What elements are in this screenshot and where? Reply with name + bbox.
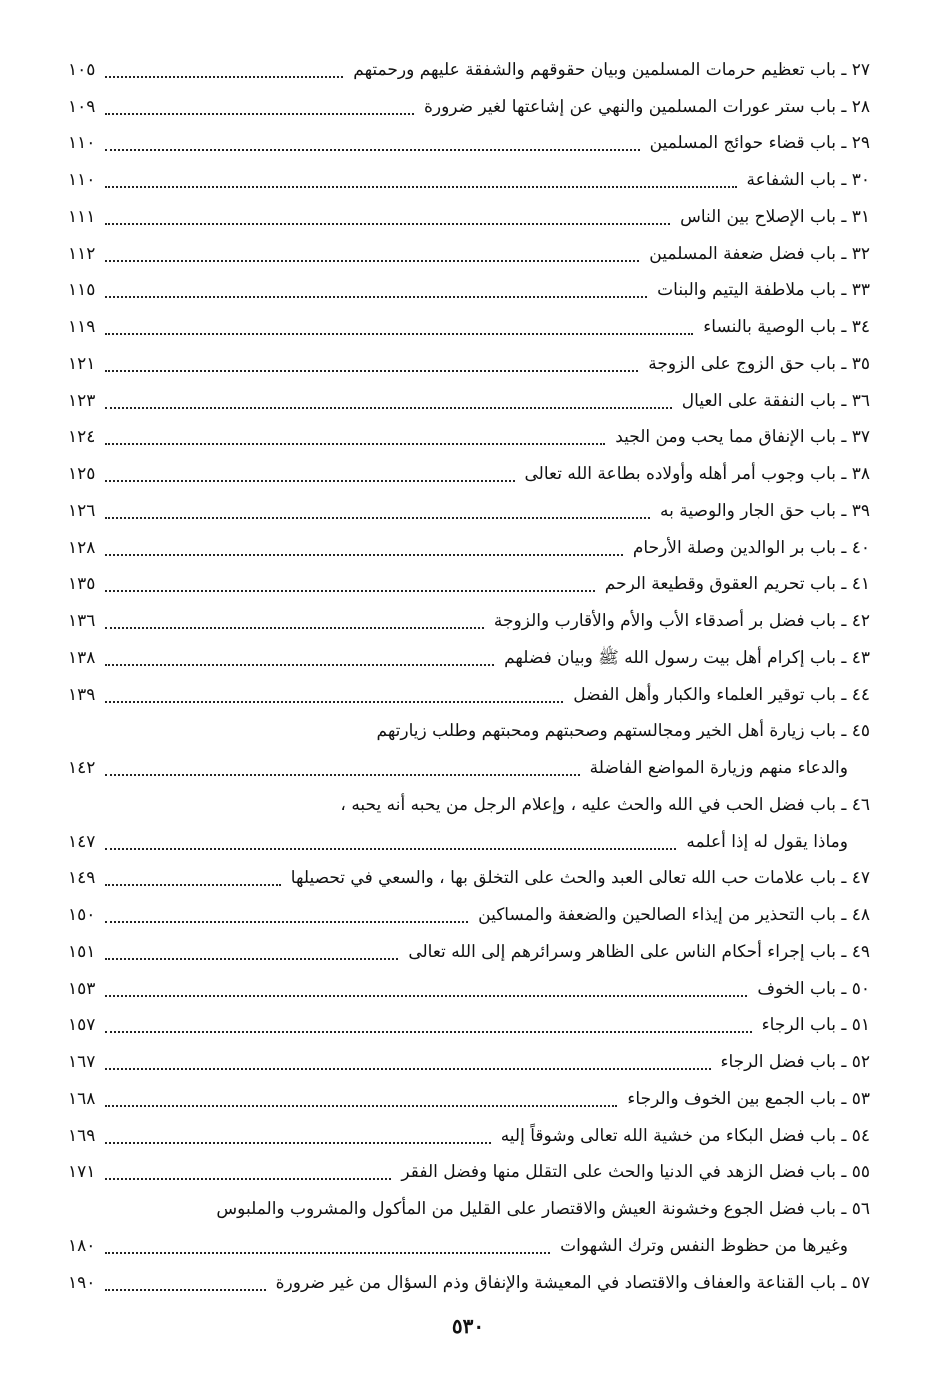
toc-entry-page: ١١٠ (68, 170, 96, 191)
toc-entry (62, 1008, 870, 1045)
toc-entry (62, 383, 870, 420)
toc-entry-text: ـ باب توقير العلماء والكبار وأهل الفضل (573, 684, 847, 705)
toc-entry-text: ـ باب علامات حب الله تعالى العبد والحث على التخلق بها ، والسعي في تحصيلها (290, 868, 847, 889)
toc-entry-number: ٣١ (851, 206, 870, 227)
toc-entry-title (495, 1125, 870, 1146)
toc-entry-text: ـ باب الخوف (757, 978, 847, 999)
toc-entry (62, 567, 870, 604)
dot-leader (105, 627, 484, 629)
toc-entry-title (334, 794, 870, 815)
toc-entry (62, 236, 870, 273)
toc-entry (62, 1155, 870, 1192)
toc-entry-page: ١٢٦ (68, 500, 96, 521)
toc-entry-title (498, 647, 870, 668)
toc-entry-page: ١٥٣ (68, 978, 96, 999)
dot-leader (105, 407, 671, 409)
toc-entry-title (395, 1164, 870, 1181)
toc-entry (62, 787, 870, 824)
toc-entry-title (715, 1054, 871, 1071)
toc-entry-page: ١٣٥ (68, 574, 96, 595)
dot-leader (105, 701, 563, 703)
toc-entry-number: ٤٣ (851, 647, 870, 668)
toc-entry (62, 1081, 870, 1118)
toc-entry (62, 714, 870, 751)
toc-entry-title (402, 941, 870, 962)
toc-entry (62, 1228, 870, 1265)
dot-leader (105, 223, 670, 225)
toc-entry-number: ٤٥ (851, 721, 870, 742)
toc-entry (62, 971, 870, 1008)
toc-entry (62, 89, 870, 126)
toc-entry (62, 309, 870, 346)
toc-entry (62, 677, 870, 714)
toc-entry-number: ٤٢ (851, 611, 870, 632)
toc-entry-page: ١١٢ (68, 243, 96, 264)
dot-leader (105, 1068, 710, 1070)
toc-entry-page: ١٢١ (68, 353, 96, 374)
toc-entry-title (674, 206, 870, 227)
toc-entry-number: ٣٩ (851, 500, 870, 521)
toc-entry-number: ٢٨ (851, 96, 870, 117)
toc-entry-title (651, 282, 870, 299)
toc-entry-text: وغيرها من حظوظ النفس وترك الشهوات (560, 1235, 848, 1256)
toc-entry-text: ـ باب إجراء أحكام الناس على الظاهر وسرائرهم إلى الله تعالى (408, 941, 847, 962)
toc-entry-page: ١٣٩ (68, 684, 96, 705)
toc-entry-page: ١٠٩ (68, 96, 96, 117)
toc-entry-text: ـ باب زيارة أهل الخير ومجالستهم وصحبتهم ومحبتهم وطلب زيارتهم (376, 721, 847, 742)
toc-entry (62, 1191, 870, 1228)
dot-leader (105, 848, 676, 850)
toc-entry-title (371, 723, 870, 740)
toc-entry (62, 1118, 870, 1155)
toc-entry-title (599, 576, 870, 593)
toc-entry-page: ١٥١ (68, 941, 96, 962)
dot-leader (105, 774, 579, 776)
toc-entry-text: ـ باب حق الجار والوصية به (660, 500, 847, 521)
toc-entry-title (472, 907, 870, 924)
toc-entry-page: ١٢٣ (68, 390, 96, 411)
toc-entry-number: ٣٤ (851, 317, 870, 338)
toc-entry-title (488, 613, 870, 630)
toc-entry-title (567, 684, 870, 705)
toc-entry-page: ١٤٩ (68, 868, 96, 889)
toc-entry-text: ـ باب فضل الجوع وخشونة العيش والاقتصار على القليل من المأكول والمشروب والملبوس (216, 1199, 847, 1220)
toc-entry-number: ٥٤ (851, 1125, 870, 1146)
toc-entry (62, 493, 870, 530)
dot-leader (105, 1252, 550, 1254)
toc-entry-number: ٤١ (851, 574, 870, 595)
toc-entry-number: ٢٧ (851, 59, 870, 80)
toc-entry (62, 640, 870, 677)
toc-entry-text: ـ باب فضل الزهد في الدنيا والحث على التقلل منها وفضل الفقر (401, 1162, 847, 1183)
toc-entry-text: ـ باب الإنفاق مما يحب ومن الجيد (615, 427, 847, 448)
toc-entry-title (643, 243, 870, 264)
toc-entry-text: ـ باب حق الزوج على الزوجة (648, 353, 847, 374)
toc-entry-title (627, 537, 870, 558)
toc-entry-text: والدعاء منهم وزيارة المواضع الفاضلة (589, 758, 848, 779)
toc-entry-number: ٥٢ (851, 1052, 870, 1073)
toc-entry-title (285, 870, 870, 887)
dot-leader (105, 113, 414, 115)
toc-entry-number: ٤٨ (851, 905, 870, 926)
toc-entry (62, 603, 870, 640)
toc-entry-number: ٤٧ (851, 868, 870, 889)
toc-entry (62, 52, 870, 89)
dot-leader (105, 921, 468, 923)
toc-entry-page: ١٩٠ (68, 1272, 96, 1293)
toc-entry-number: ٣٠ (851, 170, 870, 191)
toc-entry-number: ٣٢ (851, 243, 870, 264)
toc-entry (62, 199, 870, 236)
toc-entry-text: ـ باب الإصلاح بين الناس (680, 206, 847, 227)
toc-entry-number: ٥٧ (851, 1272, 870, 1293)
toc-entry-title (519, 466, 870, 483)
toc-entry-title (347, 59, 870, 80)
toc-entry-page: ١١٠ (68, 133, 96, 154)
toc-entry-number: ٥١ (851, 1015, 870, 1036)
toc-entry-text: ـ باب الجمع بين الخوف والرجاء (627, 1088, 847, 1109)
toc-entry-text: ـ باب بر الوالدين وصلة الأرحام (632, 537, 847, 558)
dot-leader (105, 76, 343, 78)
toc-entry-text: ـ باب وجوب أمر أهله وأولاده بطاعة الله تعالى (524, 464, 847, 485)
dot-leader (105, 370, 638, 372)
toc-entry-title (676, 390, 870, 411)
toc-entry-page: ١٦٩ (68, 1125, 96, 1146)
toc-entry-title (751, 978, 870, 999)
toc-entry-title (642, 353, 870, 374)
dot-leader (105, 296, 647, 298)
toc-entry-number: ٢٩ (851, 133, 870, 154)
toc-entry-number: ٣٨ (851, 464, 870, 485)
dot-leader (105, 554, 622, 556)
toc-entry-number: ٥٦ (851, 1199, 870, 1220)
toc-entry-title (654, 500, 870, 521)
dot-leader (105, 590, 594, 592)
toc-entry-page: ١١١ (68, 206, 96, 227)
toc-entry-number: ٤٤ (851, 684, 870, 705)
toc-entry-page: ١٠٥ (68, 59, 96, 80)
toc-entry-number: ٣٦ (851, 390, 870, 411)
toc-entry-number: ٣٥ (851, 353, 870, 374)
toc-entry-title (697, 319, 870, 336)
dot-leader (105, 1031, 751, 1033)
toc-entry-title (756, 1017, 870, 1034)
toc-entry-number: ٥٠ (851, 978, 870, 999)
toc-entry-text: ـ باب تحريم العقوق وقطيعة الرحم (604, 574, 847, 595)
page-number: ٥٣٠ (451, 1314, 485, 1338)
toc-entry-page: ١٧١ (68, 1162, 96, 1183)
toc-entry-page: ١٢٨ (68, 537, 96, 558)
toc-entry-page: ١٥٠ (68, 905, 96, 926)
toc-entry-number: ٥٣ (851, 1088, 870, 1109)
dot-leader (105, 995, 747, 997)
toc-entry-page: ١٢٤ (68, 427, 96, 448)
toc-entry-text: ـ باب تعظيم حرمات المسلمين وبيان حقوقهم والشفقة عليهم ورحمتهم (353, 59, 847, 80)
toc-entry-number: ٤٠ (851, 537, 870, 558)
dot-leader (105, 1105, 617, 1107)
toc-entry-text: ـ باب ستر عورات المسلمين والنهي عن إشاعتها لغير ضرورة (423, 96, 847, 117)
toc-entry-text: ـ باب فضل البكاء من خشية الله تعالى وشوقاً إليه (500, 1125, 847, 1146)
toc-entry (62, 1044, 870, 1081)
toc-entry-title (609, 429, 870, 446)
table-of-contents (62, 52, 870, 1302)
toc-entry (62, 346, 870, 383)
toc-entry-text: ـ باب التحذير من إيذاء الصالحين والضعفة والمساكين (478, 905, 847, 926)
toc-entry-number: ٣٣ (851, 280, 870, 301)
dot-leader (105, 186, 736, 188)
toc-entry-number: ٤٩ (851, 941, 870, 962)
toc-entry-text: ـ باب النفقة على العيال (681, 390, 847, 411)
toc-entry (62, 750, 870, 787)
dot-leader (105, 1178, 391, 1180)
toc-entry (62, 420, 870, 457)
toc-entry (62, 273, 870, 310)
toc-entry-text: ـ باب الوصية بالنساء (703, 317, 847, 338)
toc-entry-page: ١١٩ (68, 317, 96, 338)
toc-entry-title (644, 135, 870, 152)
dot-leader (105, 480, 514, 482)
toc-entry-number: ٤٦ (851, 794, 870, 815)
toc-entry (62, 861, 870, 898)
toc-entry-text: ـ باب فضل بر أصدقاء الأب والأم والأقارب والزوجة (493, 611, 847, 632)
toc-entry-title (270, 1272, 870, 1293)
toc-entry-number: ٣٧ (851, 427, 870, 448)
dot-leader (105, 333, 693, 335)
toc-entry-title-continued (554, 1235, 870, 1256)
toc-entry-text: ـ باب إكرام أهل بيت رسول الله ﷺ وبيان فضلهم (504, 647, 847, 668)
toc-entry-title (621, 1088, 870, 1109)
toc-entry-page: ١٨٠ (68, 1235, 96, 1256)
toc-entry-page: ١٣٨ (68, 647, 96, 668)
toc-entry-page: ١١٥ (68, 280, 96, 301)
toc-entry-page: ١٣٦ (68, 611, 96, 632)
dot-leader (105, 149, 639, 151)
toc-entry (62, 934, 870, 971)
dot-leader (105, 1142, 490, 1144)
toc-entry-page: ١٥٧ (68, 1015, 96, 1036)
toc-entry-title (741, 172, 870, 189)
dot-leader (105, 1289, 265, 1291)
toc-entry-page: ١٦٨ (68, 1088, 96, 1109)
toc-entry-page: ١٤٢ (68, 758, 96, 779)
toc-entry (62, 824, 870, 861)
toc-entry (62, 162, 870, 199)
toc-entry-title-continued (680, 831, 870, 852)
dot-leader (105, 958, 398, 960)
toc-entry-text: وماذا يقول له إذا أعلمه (686, 831, 848, 852)
toc-entry-title (210, 1201, 870, 1218)
toc-entry-title-continued (584, 760, 870, 777)
toc-entry (62, 530, 870, 567)
toc-entry-page: ١٢٥ (68, 464, 96, 485)
toc-entry-text: ـ باب فضل الحب في الله والحث عليه ، وإعلام الرجل من يحبه أنه يحبه ، (340, 794, 847, 815)
toc-entry-text: ـ باب فضل الرجاء (720, 1052, 847, 1073)
toc-entry-text: ـ باب قضاء حوائج المسلمين (649, 133, 847, 154)
toc-entry-text: ـ باب ملاطفة اليتيم والبنات (657, 280, 847, 301)
dot-leader (105, 260, 639, 262)
toc-entry-title (418, 96, 870, 117)
toc-entry-page: ١٤٧ (68, 831, 96, 852)
toc-entry (62, 126, 870, 163)
toc-entry (62, 456, 870, 493)
toc-entry-text: ـ باب الشفاعة (746, 170, 847, 191)
toc-entry-page: ١٦٧ (68, 1052, 96, 1073)
toc-entry (62, 897, 870, 934)
dot-leader (105, 517, 650, 519)
toc-entry-text: ـ باب فضل ضعفة المسلمين (649, 243, 847, 264)
toc-entry-number: ٥٥ (851, 1162, 870, 1183)
toc-entry (62, 1265, 870, 1302)
toc-entry-text: ـ باب القناعة والعفاف والاقتصاد في المعيشة والإنفاق وذم السؤال من غير ضرورة (275, 1272, 847, 1293)
dot-leader (105, 664, 494, 666)
dot-leader (105, 443, 605, 445)
dot-leader (105, 884, 280, 886)
toc-entry-text: ـ باب الرجاء (761, 1015, 847, 1036)
